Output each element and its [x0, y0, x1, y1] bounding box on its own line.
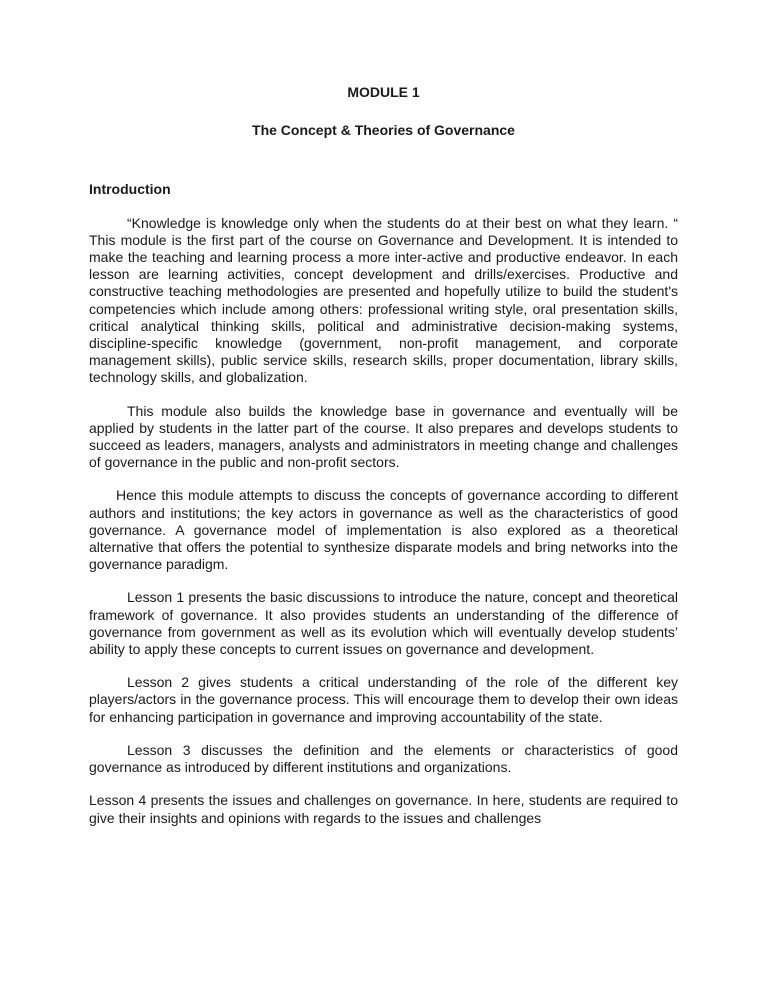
document-content — [89, 0, 678, 827]
introduction-heading: Introduction — [89, 181, 171, 198]
paragraph-lesson-4: Lesson 4 presents the issues and challenges on governance. In here, students are required to give their insights and opinions with regards to the issues and challenges — [89, 792, 678, 826]
paragraph-knowledge: “Knowledge is knowledge only when the students do at their best on what they learn. “ This module is the first part of the course on Governance and Development. It is intended to make the teaching and learning process a more inter-active and productive endeavor. In each lesson are learning activities, concept development and drills/exercises. Productive and constructive teaching methodologies are presented and hopefully utilize to build the student's competencies which include among others: professional writing style, oral presentation skills, critical analytical thinking skills, political and administrative decision-making systems, discipline-specific knowledge (government, non-profit management, and corporate management skills), public service skills, research skills, proper documentation, library skills, technology skills, and globalization. — [89, 214, 678, 386]
module-subtitle: The Concept & Theories of Governance — [252, 122, 515, 139]
paragraph-lesson-2: Lesson 2 gives students a critical understanding of the role of the different key players/actors in the governance process. This will encourage them to develop their own ideas for enhancing participation in governance and improving accountability of the state. — [89, 674, 678, 725]
paragraph-lesson-1: Lesson 1 presents the basic discussions to introduce the nature, concept and theoretical framework of governance. It also provides students an understanding of the difference of governance from government as well as its evolution which will eventually develop students’ ability to apply these concepts to current issues on governance and development. — [89, 589, 678, 658]
paragraph-knowledge-base: This module also builds the knowledge base in governance and eventually will be applied by students in the latter part of the course. It also prepares and develops students to succeed as leaders, managers, analysts and administrators in meeting change and challenges of governance in the public and non-profit sectors. — [89, 402, 678, 471]
module-title: MODULE 1 — [347, 84, 420, 100]
paragraph-hence: Hence this module attempts to discuss the concepts of governance according to different authors and institutions; the key actors in governance as well as the characteristics of good governance. A governance model of implementation is also explored as a theoretical alternative that offers the potential to synthesize disparate models and bring networks into the governance paradigm. — [89, 487, 678, 573]
paragraph-lesson-3: Lesson 3 discusses the definition and the elements or characteristics of good governance as introduced by different institutions and organizations. — [89, 741, 678, 776]
